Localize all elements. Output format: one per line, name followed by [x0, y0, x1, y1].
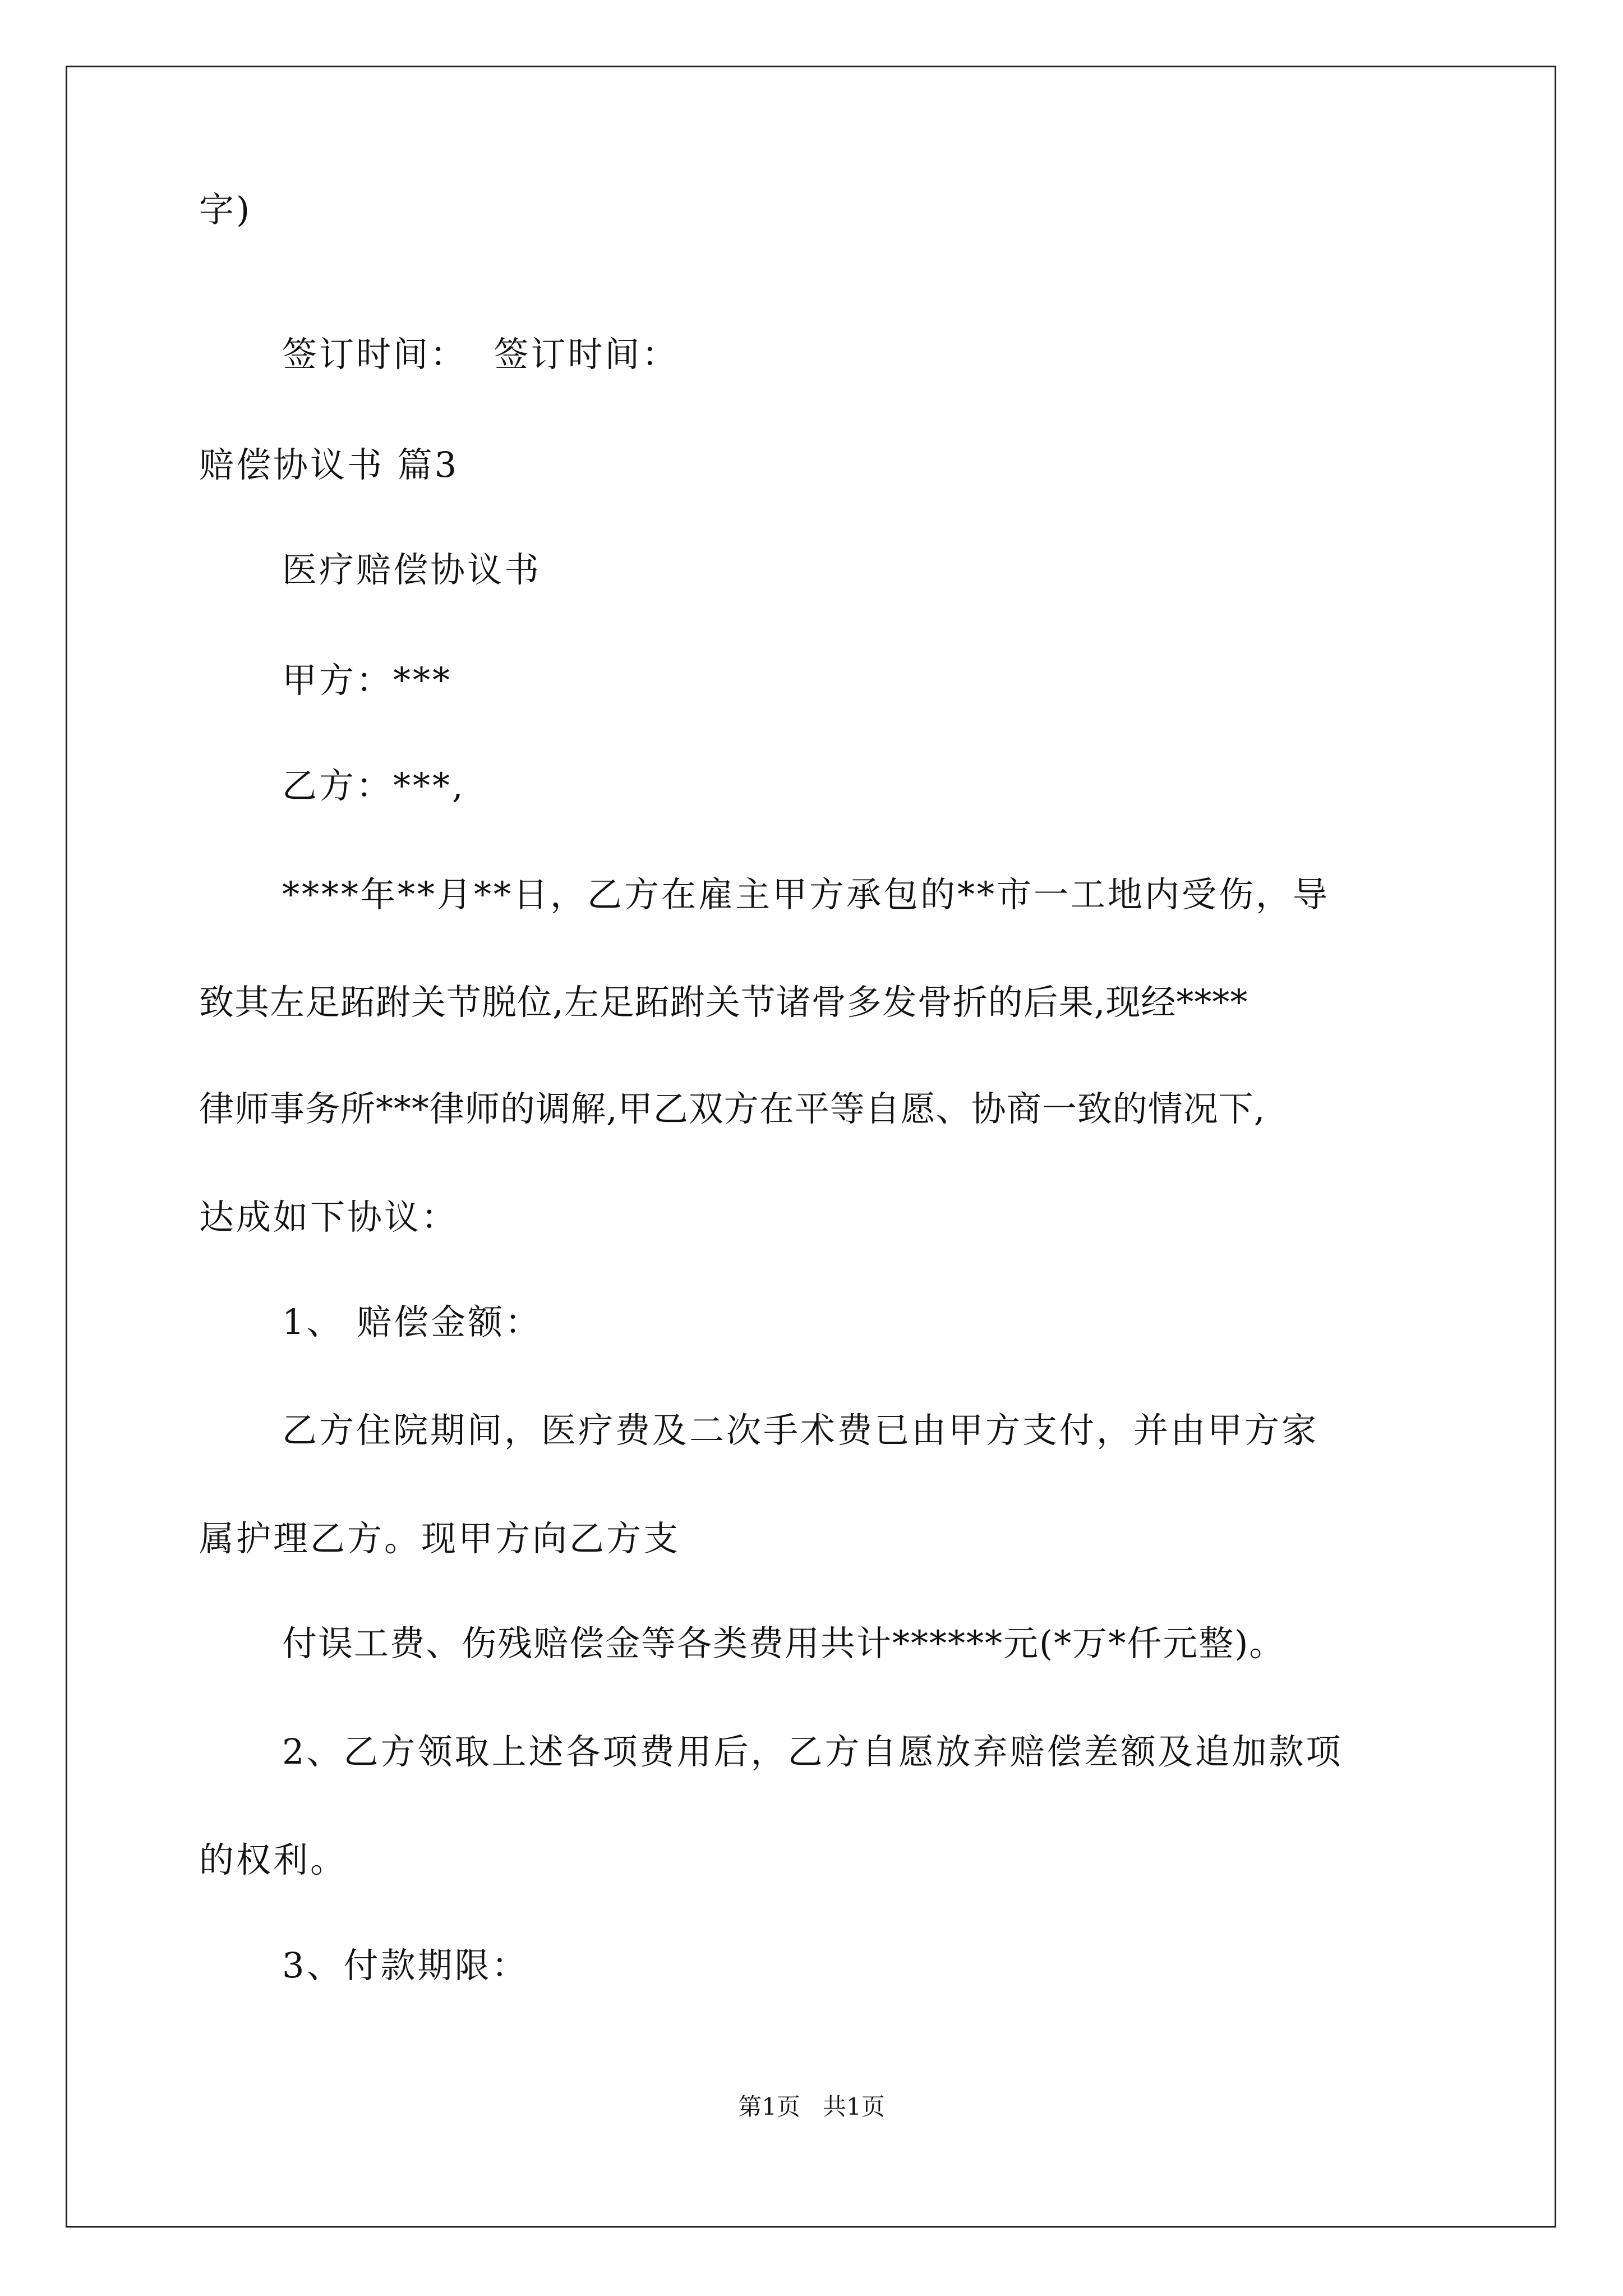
paragraph-line-4: 达成如下协议： — [199, 1197, 459, 1237]
signing-time-line: 签订时间： 签订时间： — [282, 334, 679, 375]
paragraph-line-2: 致其左足跖跗关节脱位,左足跖跗关节诸骨多发骨折的后果,现经**** — [199, 982, 1248, 1023]
clause-1-line-3: 付误工费、伤残赔偿金等各类费用共计******元(*万*仟元整)。 — [282, 1623, 1285, 1664]
party-a: 甲方：*** — [282, 660, 453, 701]
clause-2-line-2: 的权利。 — [199, 1839, 348, 1880]
clause-1-heading: 1、 赔偿金额： — [282, 1301, 542, 1342]
document-title: 医疗赔偿协议书 — [282, 549, 542, 590]
clause-2-line-1: 2、乙方领取上述各项费用后，乙方自愿放弃赔偿差额及追加款项 — [282, 1731, 1343, 1772]
section-heading: 赔偿协议书 篇3 — [199, 444, 459, 485]
party-b: 乙方：***, — [282, 765, 465, 806]
clause-3-heading: 3、付款期限： — [282, 1945, 529, 1986]
paragraph-text: ****年**月**日，乙方在雇主甲方承包的**市一工地内受伤，导 — [282, 874, 1330, 915]
clause-1-line-1: 乙方住院期间，医疗费及二次手术费已由甲方支付，并由甲方家 — [282, 1410, 1319, 1451]
text-line-1: 字) — [199, 189, 252, 230]
paragraph-line-3: 律师事务所***律师的调解,甲乙双方在平等自愿、协商一致的情况下, — [199, 1088, 1266, 1129]
clause-1-line-2: 属护理乙方。现甲方向乙方支 — [199, 1518, 681, 1559]
page-number-footer: 第1页 共1页 — [738, 2093, 885, 2120]
paragraph-line-1 — [282, 872, 1427, 917]
page-border — [66, 66, 1556, 2228]
